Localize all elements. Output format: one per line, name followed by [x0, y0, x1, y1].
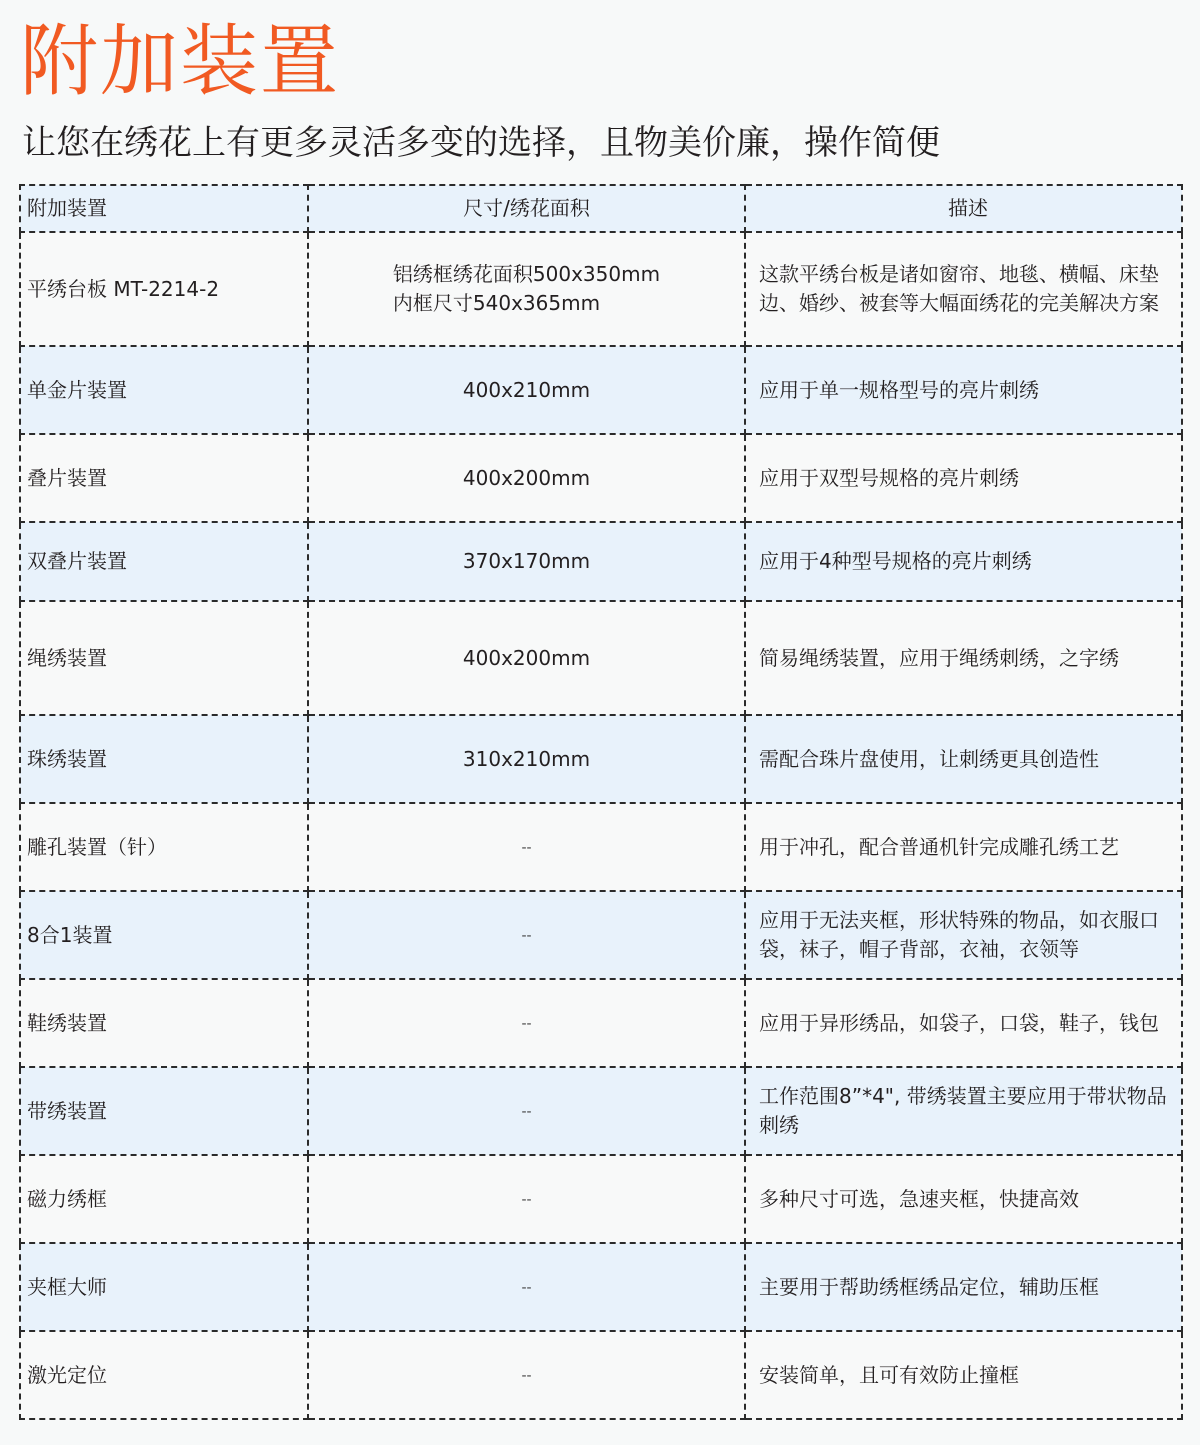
table-row [20, 434, 1182, 522]
size-cell [308, 1155, 745, 1243]
size-cell [308, 715, 745, 803]
table-row [20, 715, 1182, 803]
description-cell: 应用于双型号规格的亮片刺绣 [745, 434, 1182, 522]
device-name-cell: 单金片装置 [20, 346, 308, 434]
size-cell [308, 346, 745, 434]
table-row [20, 1331, 1182, 1419]
description-cell: 这款平绣台板是诸如窗帘、地毯、横幅、床垫边、婚纱、被套等大幅面绣花的完美解决方案 [745, 232, 1182, 346]
page-title: 附加装置 [20, 17, 341, 107]
table-row [20, 1155, 1182, 1243]
description-cell: 应用于无法夹框，形状特殊的物品，如衣服口袋，袜子，帽子背部，衣袖，衣领等 [745, 891, 1182, 979]
device-name-cell: 绳绣装置 [20, 601, 308, 715]
size-cell [308, 434, 745, 522]
description-cell: 安装简单，且可有效防止撞框 [745, 1331, 1182, 1419]
table-row [20, 803, 1182, 891]
device-name-cell: 带绣装置 [20, 1067, 308, 1155]
size-cell [308, 1067, 745, 1155]
description-cell: 用于冲孔，配合普通机针完成雕孔绣工艺 [745, 803, 1182, 891]
size-cell [308, 891, 745, 979]
size-value: 400x200mm [462, 465, 591, 490]
device-name-cell: 鞋绣装置 [20, 979, 308, 1067]
size-cell [308, 601, 745, 715]
device-name-cell: 激光定位 [20, 1331, 308, 1419]
size-cell [308, 1243, 745, 1331]
device-name-cell: 磁力绣框 [20, 1155, 308, 1243]
description-cell: 主要用于帮助绣框绣品定位，辅助压框 [745, 1243, 1182, 1331]
size-cell [308, 1331, 745, 1419]
description-cell: 应用于异形绣品，如袋子，口袋，鞋子，钱包 [745, 979, 1182, 1067]
table-row [20, 979, 1182, 1067]
size-value: 370x170mm [462, 549, 591, 573]
description-cell: 工作范围8”*4", 带绣装置主要应用于带状物品刺绣 [745, 1067, 1182, 1155]
size-value: 310x210mm [462, 746, 591, 771]
table-row [20, 522, 1182, 601]
table-row [20, 346, 1182, 434]
size-cell [308, 522, 745, 601]
column-header-device: 附加装置 [20, 185, 308, 232]
description-cell: 应用于4种型号规格的亮片刺绣 [745, 522, 1182, 601]
size-cell [308, 803, 745, 891]
size-value: -- [521, 840, 532, 856]
size-value: -- [521, 1368, 532, 1384]
table-header-row [20, 185, 1182, 232]
size-value: 铝绣框绣花面积500x350mm 内框尺寸540x365mm [392, 262, 661, 315]
device-name-cell: 双叠片装置 [20, 522, 308, 601]
table-row [20, 601, 1182, 715]
column-header-size: 尺寸/绣花面积 [308, 185, 745, 232]
table-row [20, 1067, 1182, 1155]
size-value: -- [521, 1104, 532, 1120]
size-value: -- [521, 928, 532, 944]
size-value: -- [521, 1280, 532, 1296]
table-row [20, 891, 1182, 979]
size-cell [308, 979, 745, 1067]
size-value: 400x200mm [462, 645, 591, 670]
description-cell: 需配合珠片盘使用，让刺绣更具创造性 [745, 715, 1182, 803]
column-header-description: 描述 [745, 185, 1182, 232]
page-subtitle: 让您在绣花上有更多灵活多变的选择，且物美价廉，操作简便 [22, 123, 940, 163]
size-value: -- [521, 1016, 532, 1032]
description-cell: 简易绳绣装置，应用于绳绣刺绣，之字绣 [745, 601, 1182, 715]
device-name-cell: 叠片装置 [20, 434, 308, 522]
device-name-cell: 雕孔装置（针） [20, 803, 308, 891]
size-cell [308, 232, 745, 346]
description-cell: 多种尺寸可选，急速夹框，快捷高效 [745, 1155, 1182, 1243]
size-value: 400x210mm [462, 377, 591, 402]
device-name-cell: 平绣台板 MT-2214-2 [20, 232, 308, 346]
table-row [20, 232, 1182, 346]
table-row [20, 1243, 1182, 1331]
accessories-table [19, 184, 1183, 1420]
size-value: -- [521, 1192, 532, 1208]
device-name-cell: 夹框大师 [20, 1243, 308, 1331]
description-cell: 应用于单一规格型号的亮片刺绣 [745, 346, 1182, 434]
device-name-cell: 8合1装置 [20, 891, 308, 979]
device-name-cell: 珠绣装置 [20, 715, 308, 803]
